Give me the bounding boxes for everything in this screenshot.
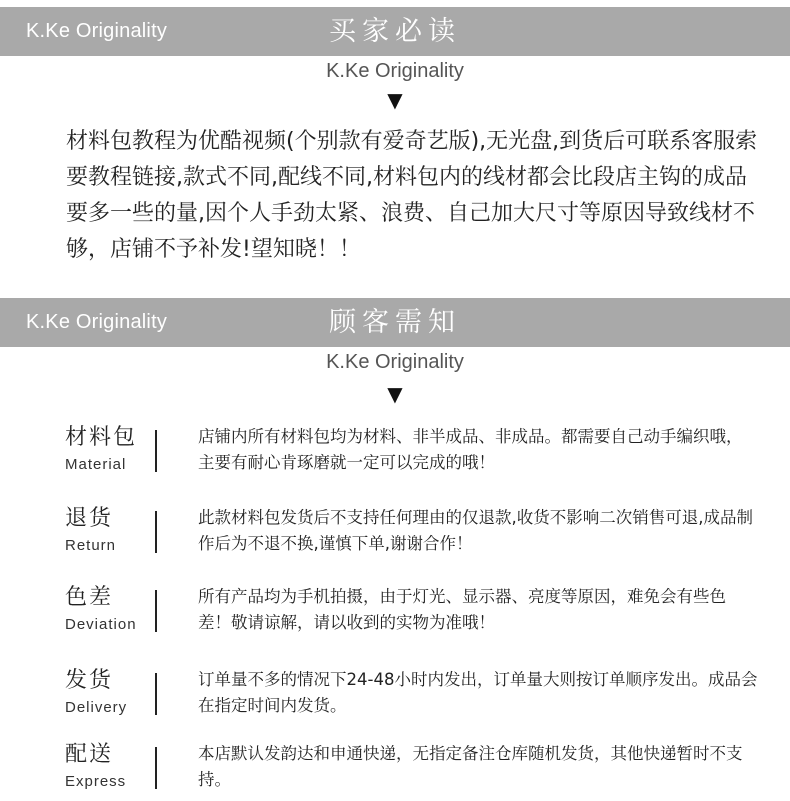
term-desc: 订单量不多的情况下24-48小时内发出，订单量大则按订单顺序发出。成品会在指定时间内发货。 — [198, 670, 758, 715]
term-cn: 退货 — [65, 506, 114, 531]
list-item-delivery — [0, 667, 790, 727]
term-desc: 此款材料包发货后不支持任何理由的仅退款,收货不影响二次销售可退,成品制作后为不退不换,谨慎下单,谢谢合作！ — [198, 508, 753, 553]
sub-brand: K.Ke Originality — [326, 351, 464, 373]
down-arrow-icon: ▼ — [387, 382, 403, 406]
term-en: Delivery — [65, 699, 128, 716]
section-banner-buyer-notice — [0, 7, 790, 56]
section-banner-customer-notice — [0, 298, 790, 347]
banner-title: 顾客需知 — [329, 307, 461, 338]
banner-title: 买家必读 — [329, 16, 461, 47]
term-cn: 配送 — [65, 742, 114, 767]
term-en: Material — [65, 456, 127, 473]
buyer-notice-text: 材料包教程为优酷视频(个别款有爱奇艺版),无光盘,到货后可联系客服索要教程链接,款式不同,配线不同,材料包内的线材都会比段店主钩的成品要多一些的量,因个人手劲太紧、浪费、自己加大尺寸等原因导致线材不够，店铺不予补发!望知晓！！ — [66, 129, 758, 262]
divider — [155, 430, 157, 472]
divider — [155, 511, 157, 553]
term-en: Return — [65, 537, 117, 554]
divider — [155, 673, 157, 715]
term-desc: 本店默认发韵达和申通快递，无指定备注仓库随机发货，其他快递暂时不支持。 — [198, 744, 743, 789]
list-item-express — [0, 741, 790, 801]
list-item-return — [0, 505, 790, 565]
down-arrow-icon: ▼ — [387, 88, 403, 112]
term-en: Deviation — [65, 616, 137, 633]
banner-brand: K.Ke Originality — [26, 20, 168, 42]
term-desc: 店铺内所有材料包均为材料、非半成品、非成品。都需要自己动手编织哦，主要有耐心肯琢磨就一定可以完成的哦！ — [198, 427, 743, 472]
banner-brand: K.Ke Originality — [26, 311, 168, 333]
term-cn: 材料包 — [65, 425, 138, 450]
divider — [155, 590, 157, 632]
term-en: Express — [65, 773, 127, 790]
list-item-material — [0, 424, 790, 484]
divider — [155, 747, 157, 789]
term-cn: 色差 — [65, 585, 114, 610]
list-item-deviation — [0, 584, 790, 644]
term-desc: 所有产品均为手机拍摄，由于灯光、显示器、亮度等原因，难免会有些色差！敬请谅解，请以收到的实物为准哦！ — [198, 587, 726, 632]
sub-brand: K.Ke Originality — [326, 60, 464, 82]
term-cn: 发货 — [65, 668, 114, 693]
